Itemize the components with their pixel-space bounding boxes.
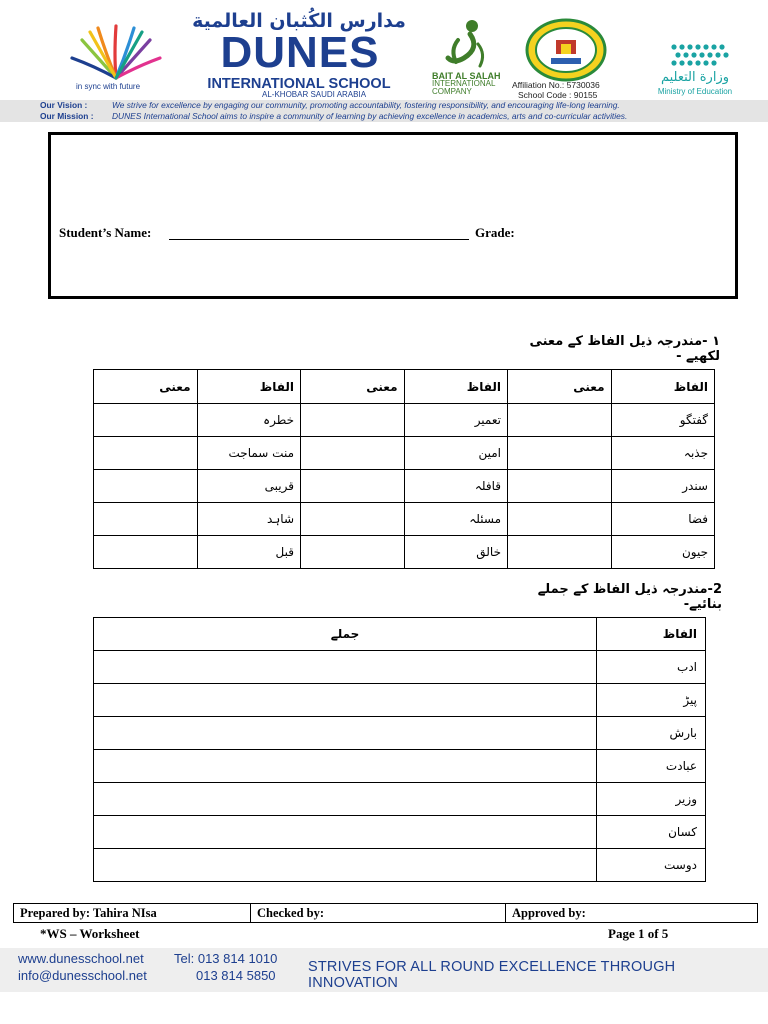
column-header: معنی bbox=[508, 370, 612, 404]
word-cell: وزیر bbox=[597, 783, 706, 816]
student-name-label: Student’s Name: bbox=[59, 225, 152, 240]
table-row bbox=[94, 437, 715, 470]
school-code: School Code : 90155 bbox=[518, 90, 598, 100]
school-logo-icon bbox=[68, 20, 164, 82]
grade-label: Grade: bbox=[475, 225, 515, 240]
sentence-cell[interactable] bbox=[94, 816, 597, 849]
question-1-instruction: ١ -مندرجہ ذیل الفاظ کے معنی لکھیے - bbox=[529, 334, 720, 364]
sentence-cell[interactable] bbox=[94, 750, 597, 783]
meaning-cell[interactable] bbox=[94, 404, 198, 437]
email-link[interactable]: info@dunesschool.net bbox=[18, 968, 147, 983]
ministry-logo-icon bbox=[668, 42, 732, 68]
table-row bbox=[94, 717, 706, 750]
table-row bbox=[94, 503, 715, 536]
sentence-cell[interactable] bbox=[94, 783, 597, 816]
table-row bbox=[94, 684, 706, 717]
word-cell: پیڑ bbox=[597, 684, 706, 717]
meaning-cell[interactable] bbox=[508, 437, 612, 470]
word-cell: جذبہ bbox=[611, 437, 715, 470]
sentence-making-table bbox=[93, 617, 706, 882]
meaning-cell[interactable] bbox=[508, 470, 612, 503]
column-header: معنی bbox=[301, 370, 405, 404]
school-arabic-name: مدارس الكُثبان العالمية bbox=[192, 10, 406, 32]
word-cell: فضا bbox=[611, 503, 715, 536]
column-header: الفاظ bbox=[197, 370, 301, 404]
partner-line-2: INTERNATIONAL bbox=[432, 79, 496, 88]
affiliation-info bbox=[512, 80, 600, 100]
meaning-cell[interactable] bbox=[508, 536, 612, 569]
vision-mission-band bbox=[0, 100, 768, 122]
question-2-instruction: 2-مندرجہ ذیل الفاظ کے جملے بنائیے- bbox=[537, 582, 722, 612]
meaning-cell[interactable] bbox=[508, 404, 612, 437]
word-cell: قبل bbox=[197, 536, 301, 569]
word-cell: قریبی bbox=[197, 470, 301, 503]
prepared-by: Prepared by: Tahira NIsa bbox=[14, 904, 251, 923]
school-tagline: in sync with future bbox=[76, 82, 141, 91]
word-cell: سندر bbox=[611, 470, 715, 503]
approved-by: Approved by: bbox=[506, 904, 758, 923]
student-name-field[interactable] bbox=[169, 239, 469, 240]
meaning-cell[interactable] bbox=[94, 437, 198, 470]
bait-al-salah-logo-icon bbox=[440, 18, 490, 70]
sentence-cell[interactable] bbox=[94, 717, 597, 750]
web-contacts bbox=[18, 950, 147, 984]
meaning-cell[interactable] bbox=[508, 503, 612, 536]
page-number: Page 1 of 5 bbox=[608, 926, 669, 941]
table-header-row bbox=[94, 618, 706, 651]
ministry-english: Ministry of Education bbox=[657, 87, 733, 96]
meaning-cell[interactable] bbox=[301, 536, 405, 569]
mission-label: Our Mission : bbox=[40, 111, 94, 121]
cbse-seal-icon bbox=[525, 18, 607, 82]
vision-label: Our Vision : bbox=[40, 100, 88, 110]
website-link[interactable]: www.dunesschool.net bbox=[18, 951, 144, 966]
word-cell: تعمیر bbox=[404, 404, 508, 437]
partner-name bbox=[432, 72, 501, 96]
column-header: الفاظ bbox=[404, 370, 508, 404]
table-row bbox=[94, 651, 706, 684]
column-header: جملے bbox=[94, 618, 597, 651]
phone-2: 013 814 5850 bbox=[196, 968, 276, 983]
meaning-cell[interactable] bbox=[301, 503, 405, 536]
phone-contacts bbox=[174, 950, 277, 984]
worksheet-note: *WS – Worksheet bbox=[40, 926, 140, 941]
word-cell: ادب bbox=[597, 651, 706, 684]
column-header: معنی bbox=[94, 370, 198, 404]
word-cell: خطرہ bbox=[197, 404, 301, 437]
word-cell: کسان bbox=[597, 816, 706, 849]
partner-line-1: BAIT AL SALAH bbox=[432, 71, 501, 81]
word-cell: قافلہ bbox=[404, 470, 508, 503]
column-header: الفاظ bbox=[597, 618, 706, 651]
word-cell: جیون bbox=[611, 536, 715, 569]
sentence-cell[interactable] bbox=[94, 651, 597, 684]
mission-text: DUNES International School aims to inspire a community of learning by achieving excellence in academics, arts and co-curricular activities. bbox=[112, 111, 628, 121]
word-cell: عبادت bbox=[597, 750, 706, 783]
phone-1: Tel: 013 814 1010 bbox=[174, 951, 278, 966]
word-cell: شاہد bbox=[197, 503, 301, 536]
contact-footer bbox=[0, 948, 768, 992]
vision-text: We strive for excellence by engaging our community, promoting accountability, fostering responsibility, and encouraging life-long learning. bbox=[112, 100, 620, 110]
meaning-cell[interactable] bbox=[301, 437, 405, 470]
word-cell: امین bbox=[404, 437, 508, 470]
meaning-cell[interactable] bbox=[94, 470, 198, 503]
meaning-cell[interactable] bbox=[94, 536, 198, 569]
meaning-cell[interactable] bbox=[301, 404, 405, 437]
word-cell: بارش bbox=[597, 717, 706, 750]
sentence-cell[interactable] bbox=[94, 684, 597, 717]
table-row bbox=[94, 816, 706, 849]
table-row bbox=[94, 470, 715, 503]
school-name: DUNES bbox=[220, 28, 380, 77]
word-cell: گفتگو bbox=[611, 404, 715, 437]
meaning-cell[interactable] bbox=[301, 470, 405, 503]
table-header-row bbox=[94, 370, 715, 404]
word-cell: خالق bbox=[404, 536, 508, 569]
table-row bbox=[94, 783, 706, 816]
vocabulary-meanings-table bbox=[93, 369, 715, 569]
school-subtitle: INTERNATIONAL SCHOOL bbox=[207, 76, 391, 92]
table-row bbox=[94, 849, 706, 882]
signoff-table bbox=[13, 903, 758, 923]
checked-by: Checked by: bbox=[251, 904, 506, 923]
table-row bbox=[94, 750, 706, 783]
ministry-arabic: وزارة التعليم bbox=[660, 70, 730, 85]
word-cell: دوست bbox=[597, 849, 706, 882]
student-info-box bbox=[48, 132, 738, 299]
school-header bbox=[0, 0, 768, 100]
word-cell: مسئلہ bbox=[404, 503, 508, 536]
affiliation-number: Affiliation No.: 5730036 bbox=[512, 80, 600, 90]
sentence-cell[interactable] bbox=[94, 849, 597, 882]
meaning-cell[interactable] bbox=[94, 503, 198, 536]
word-cell: منت سماجت bbox=[197, 437, 301, 470]
signoff-row bbox=[14, 904, 758, 923]
partner-line-3: COMPANY bbox=[432, 87, 472, 96]
school-motto: STRIVES FOR ALL ROUND EXCELLENCE THROUGH INNOVATION bbox=[308, 959, 676, 991]
school-location: AL-KHOBAR SAUDI ARABIA bbox=[262, 90, 367, 99]
table-row bbox=[94, 536, 715, 569]
column-header: الفاظ bbox=[611, 370, 715, 404]
table-row bbox=[94, 404, 715, 437]
